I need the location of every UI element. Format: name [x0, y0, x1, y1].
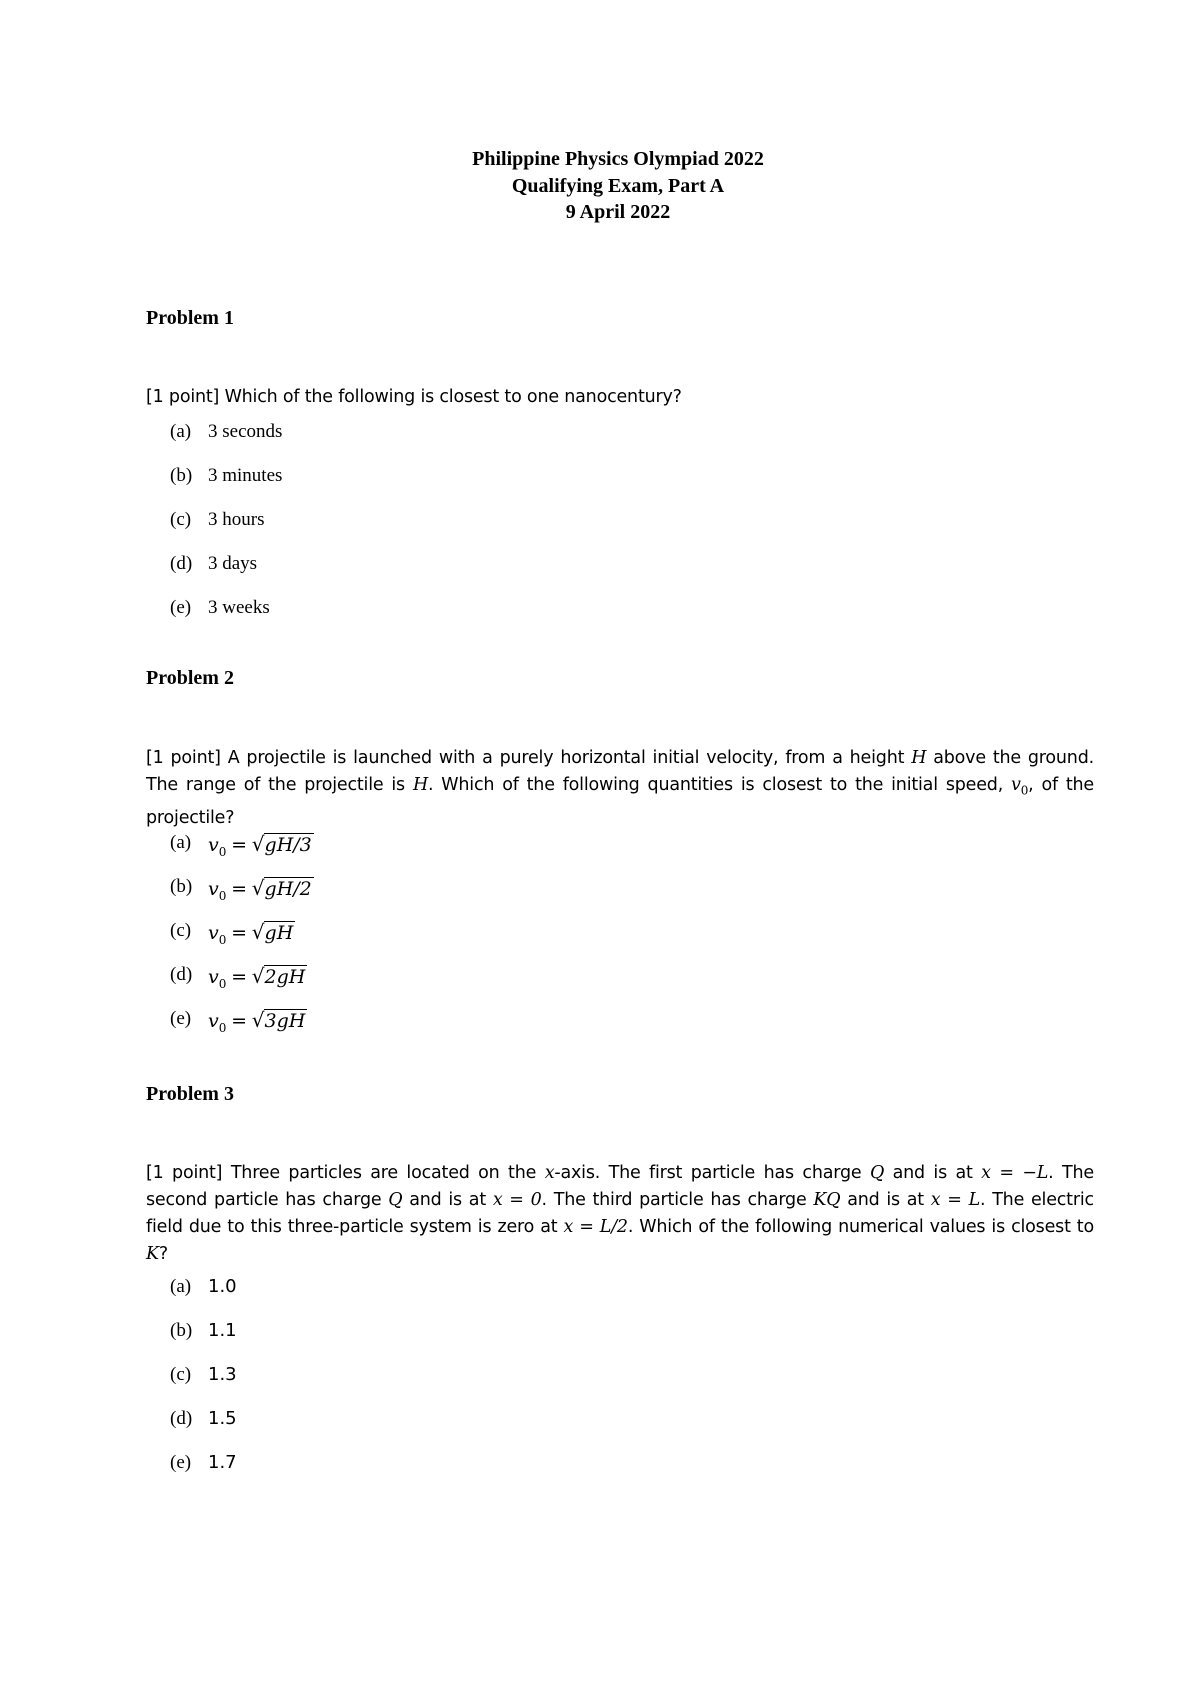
option-text: 1.1: [208, 1320, 237, 1341]
option-label: (e): [170, 1008, 192, 1029]
radicand: gH/2: [264, 878, 312, 900]
option-text: 3 minutes: [208, 465, 283, 486]
option-item[interactable]: [170, 1408, 237, 1452]
problem-3-points: [1 point]: [146, 1163, 223, 1183]
equals-sign: =: [231, 878, 248, 900]
math-variable: v: [208, 1010, 219, 1032]
option-label: (b): [170, 876, 193, 897]
option-label: (c): [170, 1364, 192, 1385]
exam-date: 9 April 2022: [565, 201, 671, 223]
option-label: (e): [170, 1452, 192, 1473]
radicand: 3gH: [264, 1010, 306, 1032]
problem-3-text-part: -axis. The first particle has charge: [554, 1163, 862, 1183]
square-root-icon: √: [251, 832, 265, 856]
math-variable: v: [1011, 775, 1021, 795]
problem-1-text: [146, 384, 1094, 411]
equals-sign: =: [231, 966, 248, 988]
problem-3-text-part: and is at: [409, 1190, 486, 1210]
problem-3-text-part: Three particles are located on the: [230, 1163, 537, 1183]
option-item[interactable]: [170, 876, 314, 920]
square-root-icon: √: [251, 1008, 265, 1032]
math-expression: x = 0: [492, 1190, 542, 1210]
math-subscript: 0: [218, 1020, 227, 1035]
option-label: (a): [170, 1276, 192, 1297]
problem-1-question: Which of the following is closest to one nanocentury?: [224, 387, 682, 407]
option-text: 3 weeks: [208, 597, 270, 618]
option-label: (b): [170, 1320, 193, 1341]
math-variable: x: [544, 1163, 555, 1183]
option-text: 3 days: [208, 553, 258, 574]
problem-3-text: [146, 1160, 1094, 1268]
math-subscript: 0: [218, 976, 227, 991]
math-expression: x = L: [930, 1190, 980, 1210]
math-subscript: 0: [218, 888, 227, 903]
option-formula: [208, 964, 307, 991]
option-label: (a): [170, 832, 192, 853]
math-subscript: 0: [218, 844, 227, 859]
option-formula: [208, 832, 314, 859]
option-label: (c): [170, 920, 192, 941]
equals-sign: =: [231, 1010, 248, 1032]
math-variable: v: [208, 834, 219, 856]
problem-3-text-part: . The electric field due to this three-particle system is zero at: [146, 1190, 1094, 1237]
math-variable: Q: [869, 1163, 885, 1183]
math-variable: v: [208, 922, 219, 944]
option-formula: [208, 920, 295, 947]
problem-2-text: [146, 745, 1094, 832]
problem-2-text-part: above the ground. The range of the projectile is: [146, 748, 1094, 795]
problem-3-text-part: . Which of the following numerical values is closest to: [627, 1217, 1094, 1237]
option-item[interactable]: [170, 597, 282, 641]
problem-2-heading: Problem 2: [146, 667, 234, 689]
square-root-icon: √: [251, 876, 265, 900]
option-item[interactable]: [170, 465, 282, 509]
problem-1-heading: Problem 1: [146, 307, 234, 329]
math-variable: v: [208, 966, 219, 988]
option-label: (c): [170, 509, 192, 530]
exam-subtitle: Qualifying Exam, Part A: [511, 174, 725, 197]
option-label: (b): [170, 465, 193, 486]
math-subscript: 0: [218, 932, 227, 947]
option-text: 3 hours: [208, 509, 265, 530]
math-variable: KQ: [813, 1190, 841, 1210]
option-text: 1.3: [208, 1364, 237, 1385]
equals-sign: =: [231, 922, 248, 944]
problem-2-text-part: , of the projectile?: [146, 775, 1094, 828]
option-label: (d): [170, 553, 193, 574]
option-text: 3 seconds: [208, 421, 283, 442]
problem-2-text-part: . Which of the following quantities is closest to the initial speed,: [428, 775, 1004, 795]
math-subscript: 0: [1020, 783, 1029, 798]
problem-1-options: [170, 421, 282, 641]
option-item[interactable]: [170, 421, 282, 465]
math-variable: H: [412, 775, 428, 795]
math-variable: H: [911, 748, 927, 768]
exam-title: Philippine Physics Olympiad 2022: [472, 148, 764, 170]
square-root-icon: √: [251, 920, 265, 944]
option-formula: [208, 876, 314, 903]
option-formula: [208, 1008, 307, 1035]
option-text: 1.5: [208, 1408, 237, 1429]
problem-3-text-part: and is at: [892, 1163, 973, 1183]
problem-1-points: [1 point]: [146, 387, 220, 407]
math-variable: v: [208, 878, 219, 900]
problem-3-text-part: ?: [158, 1244, 168, 1264]
math-expression: x = L/2: [563, 1217, 628, 1237]
problem-3-heading: Problem 3: [146, 1083, 234, 1105]
problem-3-text-part: . The second particle has charge: [146, 1163, 1094, 1210]
option-item[interactable]: [170, 1276, 237, 1320]
problem-3-options: [170, 1276, 237, 1496]
option-item[interactable]: [170, 1320, 237, 1364]
option-item[interactable]: [170, 509, 282, 553]
problem-3-text-part: and is at: [847, 1190, 924, 1210]
math-variable: K: [146, 1244, 159, 1264]
option-label: (d): [170, 964, 193, 985]
square-root-icon: √: [251, 964, 265, 988]
math-expression: x = −L: [981, 1163, 1049, 1183]
option-item[interactable]: [170, 553, 282, 597]
option-text: 1.7: [208, 1452, 237, 1473]
radicand: gH/3: [264, 834, 312, 856]
radicand: gH: [264, 922, 294, 944]
option-item[interactable]: [170, 964, 314, 1008]
option-label: (d): [170, 1408, 193, 1429]
option-item[interactable]: [170, 920, 314, 964]
option-label: (e): [170, 597, 192, 618]
problem-2-points: [1 point]: [146, 748, 221, 768]
radicand: 2gH: [264, 966, 306, 988]
option-item[interactable]: [170, 832, 314, 876]
equals-sign: =: [231, 834, 248, 856]
problem-2-options: [170, 832, 314, 1052]
math-variable: Q: [388, 1190, 403, 1210]
problem-3-text-part: . The third particle has charge: [541, 1190, 807, 1210]
option-label: (a): [170, 421, 192, 442]
option-text: 1.0: [208, 1276, 237, 1297]
exam-header: [0, 146, 1200, 226]
problem-2-text-part: A projectile is launched with a purely horizontal initial velocity, from a height: [227, 748, 905, 768]
option-item[interactable]: [170, 1008, 314, 1052]
option-item[interactable]: [170, 1452, 237, 1496]
option-item[interactable]: [170, 1364, 237, 1408]
